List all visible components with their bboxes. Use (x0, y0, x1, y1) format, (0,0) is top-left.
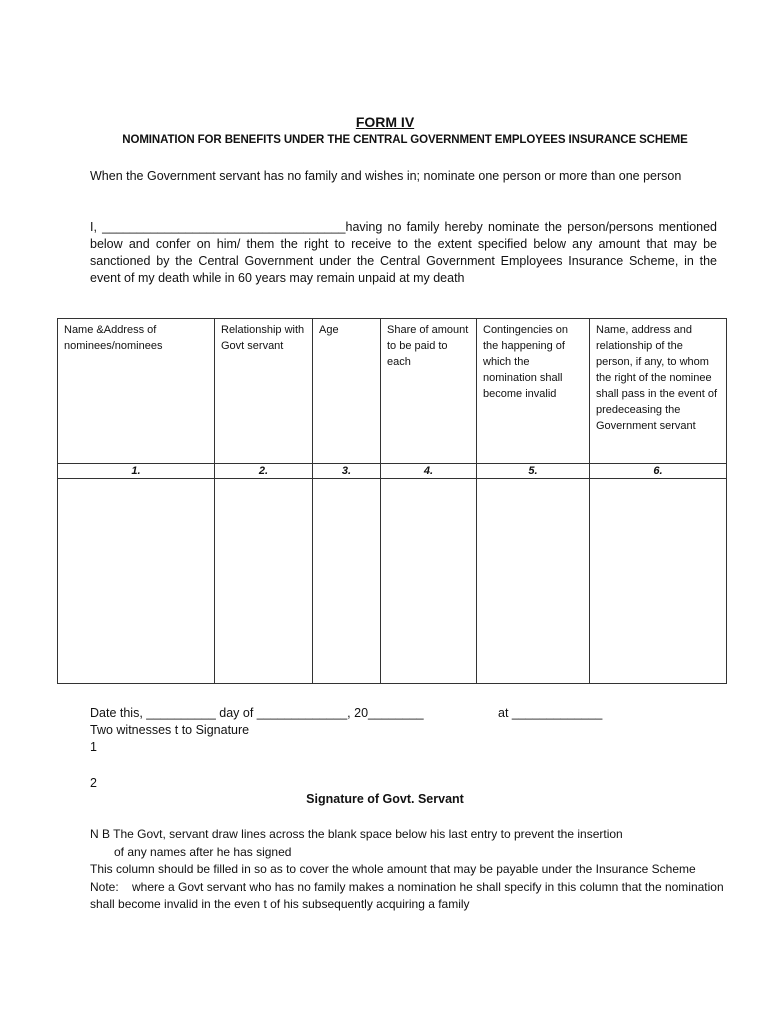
signature-label: Signature of Govt. Servant (306, 792, 464, 806)
form-title: FORM IV (355, 114, 415, 130)
witness-1: 1 (90, 740, 97, 754)
column-number: 4. (381, 464, 477, 479)
note-text: Note: where a Govt servant who has no family makes a nomination he shall specify in this column that the nomination shall become invalid in the even t of his subsequently acquiring a family (90, 879, 727, 911)
table-header-row (58, 319, 727, 464)
entry-cell-name-address[interactable] (58, 479, 215, 684)
witness-2: 2 (90, 776, 97, 790)
column-number: 3. (313, 464, 381, 479)
header-age: Age (313, 319, 381, 464)
header-name-address: Name &Address of nominees/nominees (58, 319, 215, 464)
form-subtitle: NOMINATION FOR BENEFITS UNDER THE CENTRAL GOVERNMENT EMPLOYEES INSURANCE SCHEME (122, 134, 688, 146)
header-relationship: Relationship with Govt servant (215, 319, 313, 464)
entry-cell-share[interactable] (381, 479, 477, 684)
place-line: at _____________ (498, 706, 603, 720)
header-share: Share of amount to be paid to each (381, 319, 477, 464)
entry-cell-contingencies[interactable] (477, 479, 590, 684)
column-number: 2. (215, 464, 313, 479)
column-note: This column should be filled in so as to cover the whole amount that may be payable under the Insurance Scheme (90, 862, 696, 876)
header-contingencies: Contingencies on the happening of which the nomination shall become invalid (477, 319, 590, 464)
entry-cell-relationship[interactable] (215, 479, 313, 684)
table-number-row (58, 464, 727, 479)
intro-paragraph: When the Government servant has no family and wishes in; nominate one person or more than one person (90, 169, 682, 183)
nominee-table (57, 318, 727, 684)
column-number: 1. (58, 464, 215, 479)
column-number: 6. (590, 464, 727, 479)
nb-note (90, 826, 730, 914)
column-number: 5. (477, 464, 590, 479)
declaration-paragraph: I, ___________________________________having no family hereby nominate the person/persons mentioned below and confer on him/ them the right to receive to the extent specified below any amount that may be sanctioned by the Central Government under the Central Government Employees Insurance Scheme, in the event of my death while in 60 years may remain unpaid at my death (90, 220, 717, 285)
date-line: Date this, __________ day of _____________, 20________ (90, 706, 424, 720)
witnesses-label: Two witnesses t to Signature (90, 723, 250, 737)
table-entry-row (58, 479, 727, 684)
header-alternate-nominee: Name, address and relationship of the person, if any, to whom the right of the nominee shall pass in the event of predeceasing the Government servant (590, 319, 727, 464)
entry-cell-alternate-nominee[interactable] (590, 479, 727, 684)
entry-cell-age[interactable] (313, 479, 381, 684)
nb-note-second: of any names after he has signed (114, 844, 292, 859)
nb-note-first: N B The Govt, servant draw lines across the blank space below his last entry to prevent the insertion (90, 827, 623, 841)
